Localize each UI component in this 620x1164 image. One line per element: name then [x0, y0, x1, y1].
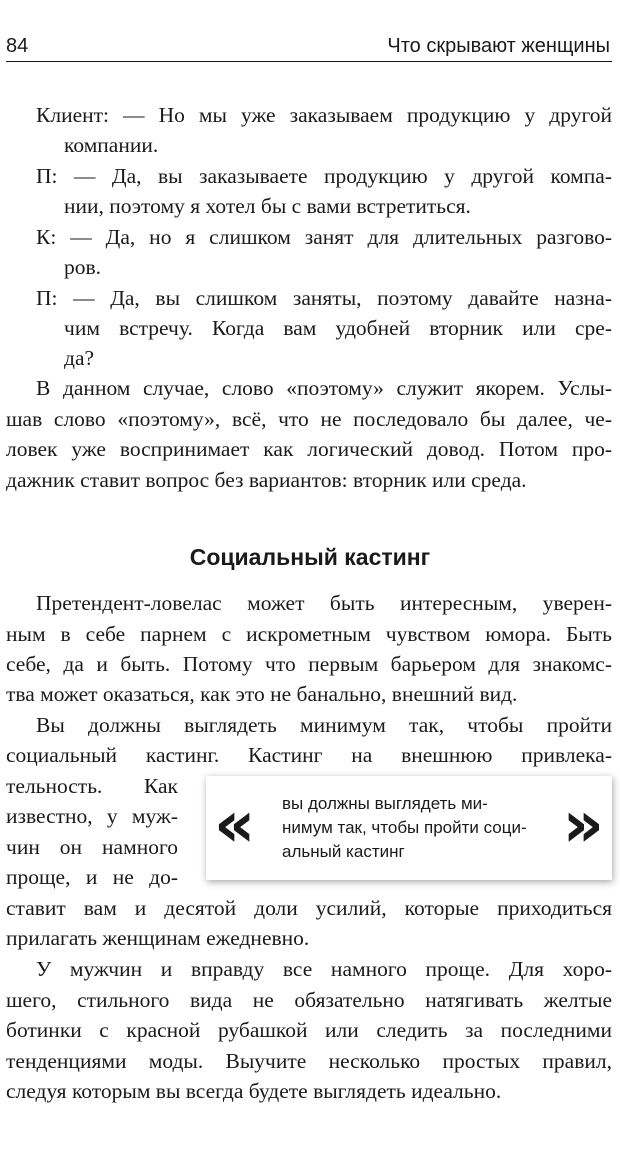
- paragraph-line: проще, и не до-: [6, 865, 178, 889]
- paragraph-line: шав слово «поэтому», всё, что не последовало бы далее, че-: [6, 407, 612, 431]
- paragraph-line: ботинки с красной рубашкой или следить за последними: [6, 1018, 612, 1042]
- paragraph-line: чин он намного: [6, 835, 178, 859]
- paragraph-line: Вы должны выглядеть минимум так, чтобы пройти: [36, 713, 612, 737]
- paragraph-line: В данном случае, слово «поэтому» служит якорем. Услы-: [36, 376, 612, 400]
- paragraph-line: ставит вам и десятой доли усилий, которые приходиться: [6, 896, 612, 920]
- pull-quote-text: [282, 792, 552, 864]
- paragraph-line: ловек уже воспринимает как логический довод. Потом про-: [6, 437, 612, 461]
- paragraph-line: тельность. Как: [6, 774, 178, 798]
- paragraph-line: социальный кастинг. Кастинг на внешнюю привлека-: [6, 743, 612, 767]
- close-quote-mark: »: [562, 788, 604, 862]
- paragraph-line: дажник ставит вопрос без вариантов: вторник или среда.: [6, 468, 527, 492]
- pull-quote-line: альный кастинг: [282, 842, 405, 861]
- paragraph-line: прилагать женщинам ежедневно.: [6, 926, 310, 950]
- dialogue-line: П: — Да, вы заказываете продукцию у другой компа-: [36, 164, 612, 188]
- dialogue-line: ров.: [64, 255, 102, 279]
- dialogue-line: П: — Да, вы слишком заняты, поэтому давайте назна-: [36, 286, 612, 310]
- open-quote-mark: «: [214, 788, 256, 862]
- pull-quote-line: вы должны выглядеть ми-: [282, 794, 488, 813]
- paragraph-line: известно, у муж-: [6, 804, 178, 828]
- page-header: [6, 34, 612, 62]
- paragraph-line: следуя которым вы всегда будете выглядеть идеально.: [6, 1079, 502, 1103]
- paragraph-line: У мужчин и вправду все намного проще. Для хоро-: [36, 957, 612, 981]
- paragraph-line: Претендент-ловелас может быть интересным, уверен-: [36, 591, 612, 615]
- page-number: 84: [6, 35, 29, 57]
- dialogue-line: чим встречу. Когда вам удобней вторник или сре-: [64, 316, 612, 340]
- dialogue-line: К: — Да, но я слишком занят для длительных разгово-: [36, 225, 612, 249]
- dialogue-line: компании.: [64, 133, 159, 157]
- paragraph-line: шего, стильного вида не обязательно натягивать желтые: [6, 988, 612, 1012]
- section-heading: Социальный кастинг: [189, 544, 431, 570]
- dialogue-line: нии, поэтому я хотел бы с вами встретиться.: [64, 194, 471, 218]
- paragraph-line: ным в себе парнем с искрометным чувством юмора. Быть: [6, 622, 612, 646]
- dialogue-line: Клиент: — Но мы уже заказываем продукцию у другой: [36, 103, 612, 127]
- dialogue-line: да?: [64, 346, 95, 370]
- paragraph-line: тва может оказаться, как это не банально, внешний вид.: [6, 682, 518, 706]
- paragraph-line: себе, да и быть. Потому что первым барьером для знакомс-: [6, 652, 612, 676]
- header-rule: [6, 61, 612, 62]
- pull-quote-line: нимум так, чтобы пройти соци-: [282, 818, 527, 837]
- pull-quote: [206, 776, 612, 880]
- paragraph-line: тенденциями моды. Выучите несколько простых правил,: [6, 1049, 612, 1073]
- running-title: Что скрывают женщины: [387, 35, 610, 57]
